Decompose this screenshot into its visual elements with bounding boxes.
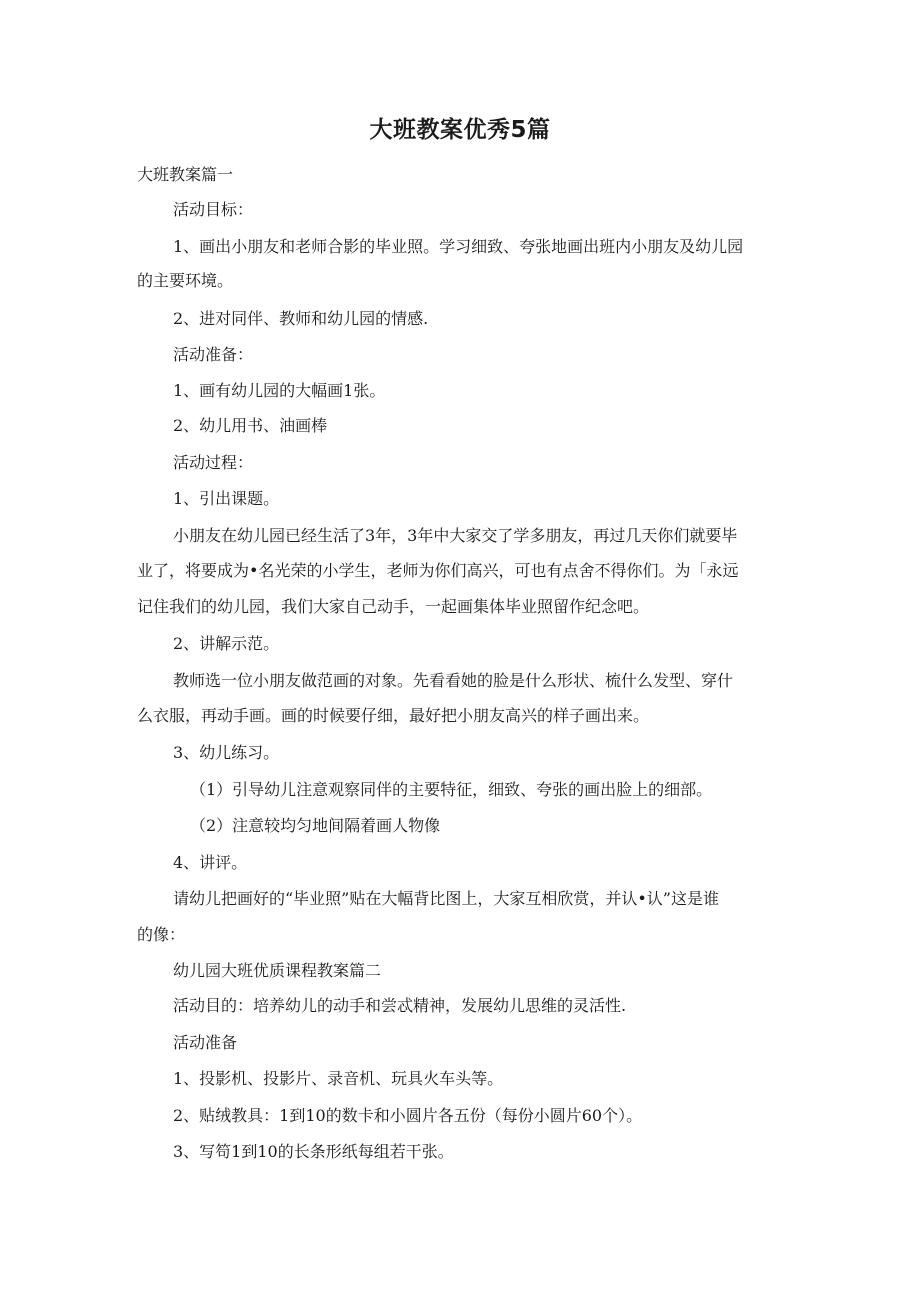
- paragraph-line: 1、画出小朋友和老师合影的毕业照。学习细致、夸张地画出班内小朋友及幼儿园: [173, 237, 744, 256]
- document-title: 大班教案优秀5篇: [369, 117, 551, 143]
- paragraph-line: （1）引导幼儿注意观察同伴的主要特征，细致、夸张的画出脸上的细部。: [190, 780, 713, 799]
- paragraph-line: 3、幼儿练习。: [173, 743, 280, 762]
- paragraph-line: 2、幼儿用书、油画棒: [173, 416, 328, 435]
- section-heading: 幼儿园大班优质课程教案篇二: [173, 961, 382, 980]
- paragraph-line: 3、写笱1到10的长条形纸每组若干张。: [173, 1142, 454, 1161]
- paragraph-line: 活动过程：: [173, 453, 254, 472]
- paragraph-line: 的主要环境。: [137, 271, 234, 290]
- paragraph-line: 记住我们的幼儿园，我们大家自己动手，一起画集体毕业照留作纪念吧。: [137, 597, 650, 616]
- paragraph-line: 1、画有幼儿园的大幅画1张。: [173, 381, 386, 400]
- paragraph-line: 小朋友在幼儿园已经生活了3年，3年中大家交了学多朋友，再过几天你们就要毕: [173, 526, 738, 545]
- paragraph-line: （2）注意较均匀地间隔着画人物像: [190, 816, 441, 835]
- paragraph-line: 请幼儿把画好的“毕业照”贴在大幅背比图上，大家互相欣赏，并认•认”这是谁: [173, 889, 719, 908]
- paragraph-line: 业了，将要成为•名光荣的小学生，老师为你们高兴，可也有点舍不得你们。为「永远: [137, 561, 739, 580]
- paragraph-line: 2、讲解示范。: [173, 634, 280, 653]
- paragraph-line: 的像：: [137, 925, 186, 944]
- paragraph-line: 4、讲评。: [173, 853, 248, 872]
- paragraph-line: 活动准备: [173, 1033, 238, 1052]
- paragraph-line: 活动目的：培养幼儿的动手和尝忒精神，发展幼儿思维的灵活性.: [173, 996, 627, 1015]
- paragraph-line: 1、引出课题。: [173, 489, 280, 508]
- paragraph-line: 活动目标：: [173, 200, 254, 219]
- paragraph-line: 教师选一位小朋友做范画的对象。先看看她的脸是什么形状、梳什么发型、穿什: [173, 671, 734, 690]
- paragraph-line: 么衣服，再动手画。画的时候要仔细，最好把小朋友高兴的样子画出来。: [137, 706, 650, 725]
- paragraph-line: 1、投影机、投影片、录音机、玩具火车头等。: [173, 1069, 504, 1088]
- paragraph-line: 2、进对同伴、教师和幼儿园的情感.: [173, 309, 429, 328]
- paragraph-line: 2、贴绒教具：1到10的数卡和小圆片各五份（每份小圆片60个）。: [173, 1106, 643, 1125]
- section-heading: 大班教案篇一: [137, 165, 234, 184]
- paragraph-line: 活动准备：: [173, 345, 254, 364]
